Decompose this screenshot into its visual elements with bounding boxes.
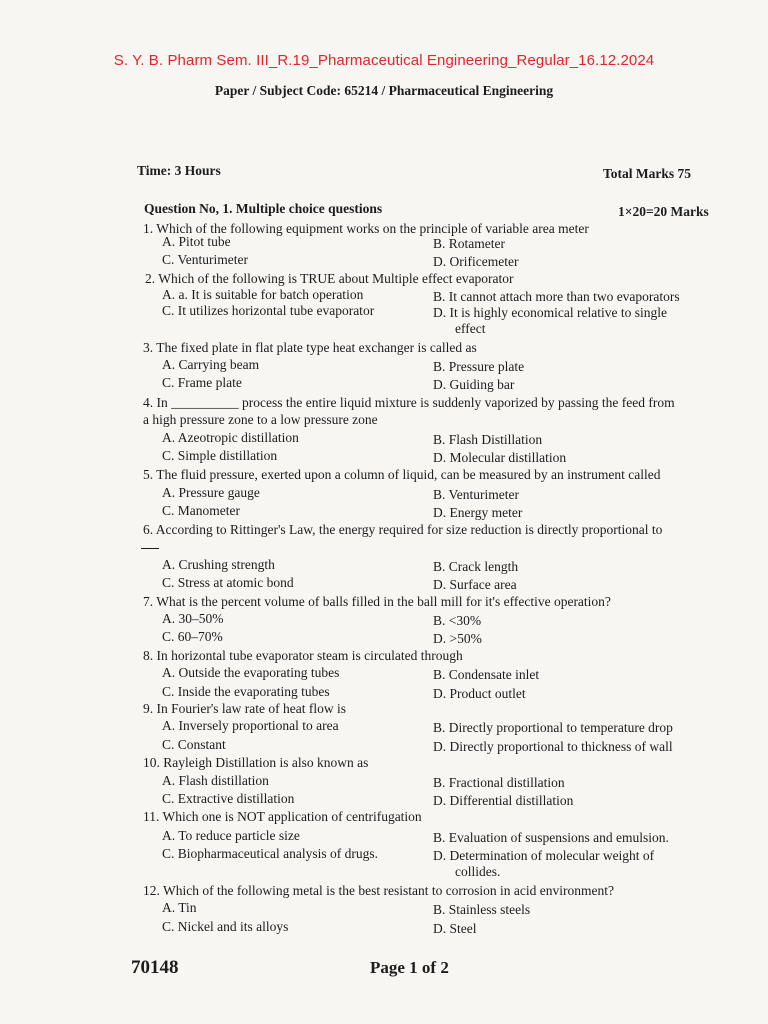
option-12b: B. Stainless steels [433, 902, 531, 917]
option-8d: D. Product outlet [433, 686, 526, 701]
blank-line [141, 544, 159, 549]
option-4b: B. Flash Distillation [433, 432, 543, 447]
option-9b: B. Directly proportional to temperature drop [433, 720, 673, 735]
option-11a: A. To reduce particle size [162, 828, 300, 843]
question-1: 1. Which of the following equipment works on the principle of variable area meter [143, 221, 589, 236]
option-11b: B. Evaluation of suspensions and emulsion. [433, 830, 669, 845]
option-3b: B. Pressure plate [433, 359, 525, 374]
section-title: Question No, 1. Multiple choice questions [144, 201, 383, 216]
option-11d: D. Determination of molecular weight of [433, 848, 655, 863]
option-10b: B. Fractional distillation [433, 775, 565, 790]
paper-header-title: S. Y. B. Pharm Sem. III_R.19_Pharmaceutical Engineering_Regular_16.12.2024 [113, 52, 655, 69]
option-3c: C. Frame plate [162, 375, 242, 390]
option-10c: C. Extractive distillation [162, 791, 295, 806]
option-2d-cont: effect [455, 321, 486, 336]
question-7: 7. What is the percent volume of balls filled in the ball mill for it's effective operation? [143, 594, 611, 609]
option-6d: D. Surface area [433, 577, 517, 592]
question-12: 12. Which of the following metal is the best resistant to corrosion in acid environment? [143, 883, 615, 898]
total-marks: Total Marks 75 [603, 166, 692, 181]
question-11: 11. Which one is NOT application of centrifugation [143, 809, 422, 824]
question-2: 2. Which of the following is TRUE about Multiple effect evaporator [145, 271, 514, 286]
option-11c: C. Biopharmaceutical analysis of drugs. [162, 846, 378, 861]
option-4c: C. Simple distillation [162, 448, 278, 463]
question-6: 6. According to Rittinger's Law, the energy required for size reduction is directly proportional to [143, 522, 663, 537]
option-9d: D. Directly proportional to thickness of wall [433, 739, 673, 754]
option-7b: B. <30% [433, 613, 482, 628]
option-6b: B. Crack length [433, 559, 519, 574]
question-9: 9. In Fourier's law rate of heat flow is [143, 701, 347, 716]
option-5a: A. Pressure gauge [162, 485, 260, 500]
option-5c: C. Manometer [162, 503, 240, 518]
option-1d: D. Orificemeter [433, 254, 519, 269]
option-1b: B. Rotameter [433, 236, 505, 251]
option-8c: C. Inside the evaporating tubes [162, 684, 330, 699]
option-12c: C. Nickel and its alloys [162, 919, 289, 934]
option-11d-cont: collides. [455, 864, 501, 879]
option-7d: D. >50% [433, 631, 482, 646]
option-2c: C. It utilizes horizontal tube evaporator [162, 303, 375, 318]
option-1a: A. Pitot tube [162, 234, 231, 249]
option-6a: A. Crushing strength [162, 557, 275, 572]
question-10: 10. Rayleigh Distillation is also known as [143, 755, 369, 770]
question-5: 5. The fluid pressure, exerted upon a column of liquid, can be measured by an instrument called [143, 467, 661, 482]
option-9c: C. Constant [162, 737, 226, 752]
answer-blank [141, 538, 159, 554]
option-8a: A. Outside the evaporating tubes [162, 665, 340, 680]
paper-code: 70148 [131, 957, 179, 978]
option-12a: A. Tin [162, 900, 197, 915]
question-4-cont: a high pressure zone to a low pressure zone [143, 412, 378, 427]
option-9a: A. Inversely proportional to area [162, 718, 339, 733]
subject-code: Paper / Subject Code: 65214 / Pharmaceutical Engineering [214, 83, 554, 98]
option-3a: A. Carrying beam [162, 357, 260, 372]
option-4a: A. Azeotropic distillation [162, 430, 299, 445]
option-4d: D. Molecular distillation [433, 450, 567, 465]
option-8b: B. Condensate inlet [433, 667, 540, 682]
option-10d: D. Differential distillation [433, 793, 574, 808]
option-7a: A. 30–50% [162, 611, 224, 626]
question-4: 4. In __________ process the entire liquid mixture is suddenly vaporized by passing the feed from [143, 395, 675, 410]
option-7c: C. 60–70% [162, 629, 223, 644]
option-2d: D. It is highly economical relative to single [433, 305, 667, 320]
option-6c: C. Stress at atomic bond [162, 575, 294, 590]
option-2a: A. a. It is suitable for batch operation [162, 287, 364, 302]
option-12d: D. Steel [433, 921, 477, 936]
page-number: Page 1 of 2 [370, 958, 449, 977]
option-2b: B. It cannot attach more than two evaporators [433, 289, 680, 304]
question-8: 8. In horizontal tube evaporator steam is circulated through [143, 648, 463, 663]
option-1c: C. Venturimeter [162, 252, 248, 267]
option-3d: D. Guiding bar [433, 377, 515, 392]
option-10a: A. Flash distillation [162, 773, 269, 788]
section-marks: 1×20=20 Marks [618, 204, 709, 219]
option-5d: D. Energy meter [433, 505, 523, 520]
option-5b: B. Venturimeter [433, 487, 519, 502]
question-3: 3. The fixed plate in flat plate type heat exchanger is called as [143, 340, 477, 355]
exam-time: Time: 3 Hours [137, 163, 221, 178]
